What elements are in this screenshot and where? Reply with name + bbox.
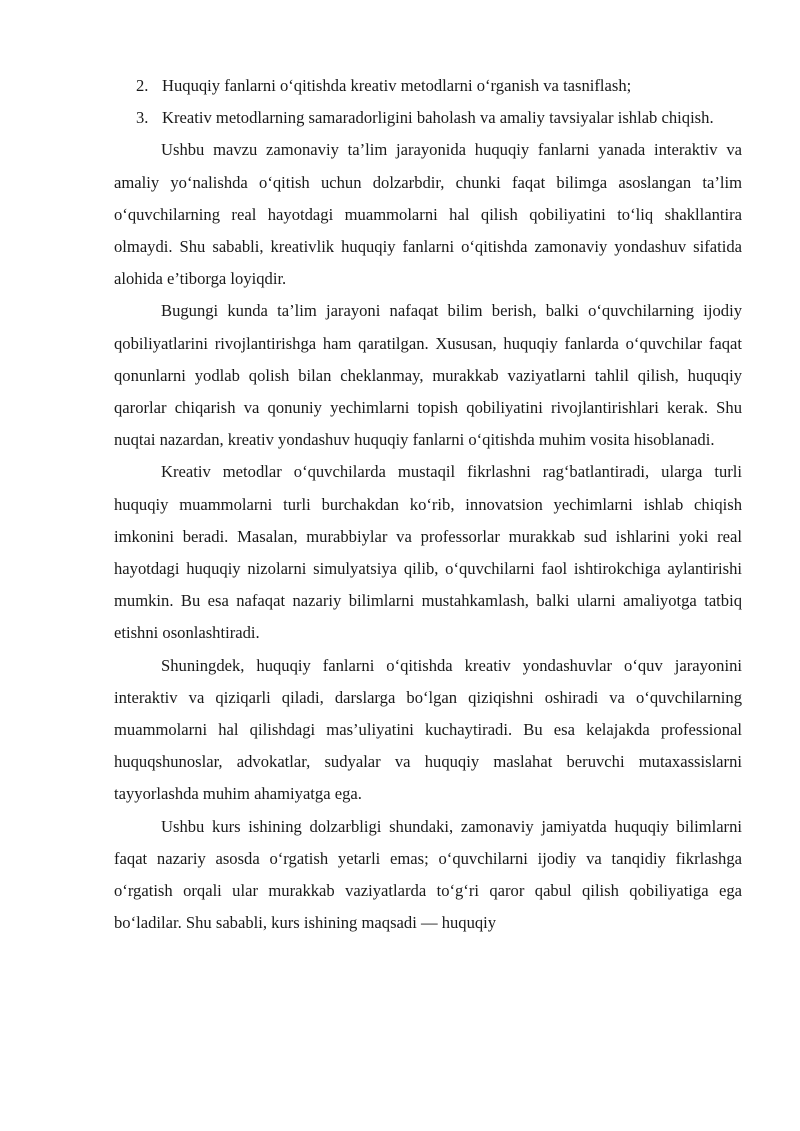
paragraph: Bugungi kunda ta’lim jarayoni nafaqat bilim berish, balki o‘quvchilarning ijodiy qobiliyatlarini rivojlantirishga ham qaratilgan. Xususan, huquqiy fanlarda o‘quvchilar faqat qonunlarni yodlab qolish bilan cheklanmay, murakkab vaziyatlarni tahlil qilish, huquqiy qarorlar chiqarish va qonuniy yechimlarni topish qobiliyatini rivojlantirishlari kerak. Shu nuqtai nazardan, kreativ yondashuv huquqiy fanlarni o‘qitishda muhim vosita hisoblanadi.	[114, 301, 742, 450]
list-item-text: Kreativ metodlarning samaradorligini baholash va amaliy tavsiyalar ishlab chiqish.	[162, 108, 714, 128]
paragraph: Kreativ metodlar o‘quvchilarda mustaqil fikrlashni rag‘batlantiradi, ularga turli huquqiy muammolarni turli burchakdan ko‘rib, innovatsion yechimlarni ishlab chiqish imkonini beradi. Masalan, murabbiylar va professorlar murakkab sud ishlarini yoki real hayotdagi huquqiy nizolarni simulyatsiya qilib, o‘quvchilarni faol ishtirokchiga aylantirishi mumkin. Bu esa nafaqat nazariy bilimlarni mustahkamlash, balki ularni amaliyotga tatbiq etishni osonlashtiradi.	[114, 462, 742, 643]
paragraph: Ushbu kurs ishining dolzarbligi shundaki, zamonaviy jamiyatda huquqiy bilimlarni faqat nazariy asosda o‘rgatish yetarli emas; o‘quvchilarni ijodiy va tanqidiy fikrlashga o‘rgatish orqali ular murakkab vaziyatlarda to‘g‘ri qaror qabul qilish qobiliyatiga ega bo‘ladilar. Shu sababli, kurs ishining maqsadi — huquqiy	[114, 816, 742, 933]
list-item-number: 3.	[136, 108, 149, 128]
numbered-list	[114, 70, 742, 134]
list-item	[114, 70, 742, 102]
list-item	[114, 102, 742, 134]
paragraph: Shuningdek, huquqiy fanlarni o‘qitishda kreativ yondashuvlar o‘quv jarayonini interaktiv va qiziqarli qiladi, darslarga bo‘lgan qiziqishni oshiradi va o‘quvchilarning muammolarni hal qilishdagi mas’uliyatini kuchaytiradi. Bu esa kelajakda professional huquqshunoslar, advokatlar, sudyalar va huquqiy maslahat beruvchi mutaxassislarni tayyorlashda muhim ahamiyatga ega.	[114, 655, 742, 804]
list-item-number: 2.	[136, 76, 149, 95]
paragraph: Ushbu mavzu zamonaviy ta’lim jarayonida huquqiy fanlarni yanada interaktiv va amaliy yo‘nalishda o‘qitish uchun dolzarbdir, chunki faqat bilimga asoslangan ta’lim o‘quvchilarning real hayotdagi muammolarni hal qilish qobiliyatini to‘liq shakllantira olmaydi. Shu sababli, kreativlik huquqiy fanlarni o‘qitishda zamonaviy yondashuv sifatida alohida e’tiborga loyiqdir.	[114, 140, 742, 289]
list-item-text: Huquqiy fanlarni o‘qitishda kreativ metodlarni o‘rganish va tasniflash;	[162, 76, 632, 95]
document-body	[114, 70, 742, 939]
